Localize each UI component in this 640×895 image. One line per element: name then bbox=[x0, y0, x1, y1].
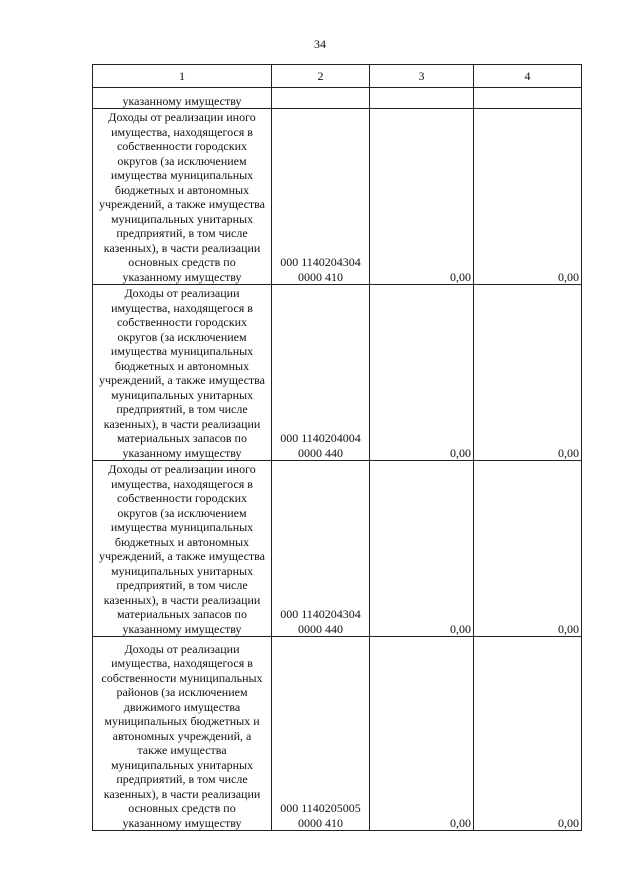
column-header-4: 4 bbox=[474, 65, 582, 88]
row-value-col4: 0,00 bbox=[474, 637, 582, 831]
table-row bbox=[93, 637, 582, 831]
row-code: 000 1140204304 0000 440 bbox=[272, 461, 370, 637]
table-row-continuation bbox=[93, 88, 582, 109]
row-value-col4 bbox=[474, 88, 582, 109]
column-header-3: 3 bbox=[370, 65, 474, 88]
row-value-col3 bbox=[370, 88, 474, 109]
row-value-col4: 0,00 bbox=[474, 461, 582, 637]
column-header-1: 1 bbox=[93, 65, 272, 88]
row-code bbox=[272, 88, 370, 109]
column-header-2: 2 bbox=[272, 65, 370, 88]
row-value-col4: 0,00 bbox=[474, 285, 582, 461]
row-description: Доходы от реализации иного имущества, находящегося в собственности городских округов (за исключением имущества муниципальных бюджетных и автономных учреждений, а также имущества муниципальных унитарных предприятий, в том числе казенных), в части реализации материальных запасов по указанному имуществу bbox=[93, 461, 272, 637]
row-value-col3: 0,00 bbox=[370, 109, 474, 285]
row-value-col3: 0,00 bbox=[370, 637, 474, 831]
table-header-row bbox=[93, 65, 582, 88]
table-row bbox=[93, 285, 582, 461]
table-row bbox=[93, 109, 582, 285]
table-row bbox=[93, 461, 582, 637]
row-value-col3: 0,00 bbox=[370, 285, 474, 461]
row-description: Доходы от реализации имущества, находящегося в собственности городских округов (за исключением имущества муниципальных бюджетных и автономных учреждений, а также имущества муниципальных унитарных предприятий, в том числе казенных), в части реализации материальных запасов по указанному имуществу bbox=[93, 285, 272, 461]
row-code: 000 1140205005 0000 410 bbox=[272, 637, 370, 831]
row-description: Доходы от реализации иного имущества, находящегося в собственности городских округов (за исключением имущества муниципальных бюджетных и автономных учреждений, а также имущества муниципальных унитарных предприятий, в том числе казенных), в части реализации основных средств по указанному имуществу bbox=[93, 109, 272, 285]
page-number: 34 bbox=[314, 37, 326, 51]
row-code: 000 1140204304 0000 410 bbox=[272, 109, 370, 285]
row-description: указанному имуществу bbox=[93, 88, 272, 109]
revenue-table bbox=[92, 64, 582, 831]
row-description: Доходы от реализации имущества, находящегося в собственности муниципальных районов (за исключением движимого имущества муниципальных бюджетных и автономных учреждений, а также имущества муниципальных унитарных предприятий, в том числе казенных), в части реализации основных средств по указанному имуществу bbox=[93, 637, 272, 831]
row-code: 000 1140204004 0000 440 bbox=[272, 285, 370, 461]
row-value-col4: 0,00 bbox=[474, 109, 582, 285]
row-value-col3: 0,00 bbox=[370, 461, 474, 637]
